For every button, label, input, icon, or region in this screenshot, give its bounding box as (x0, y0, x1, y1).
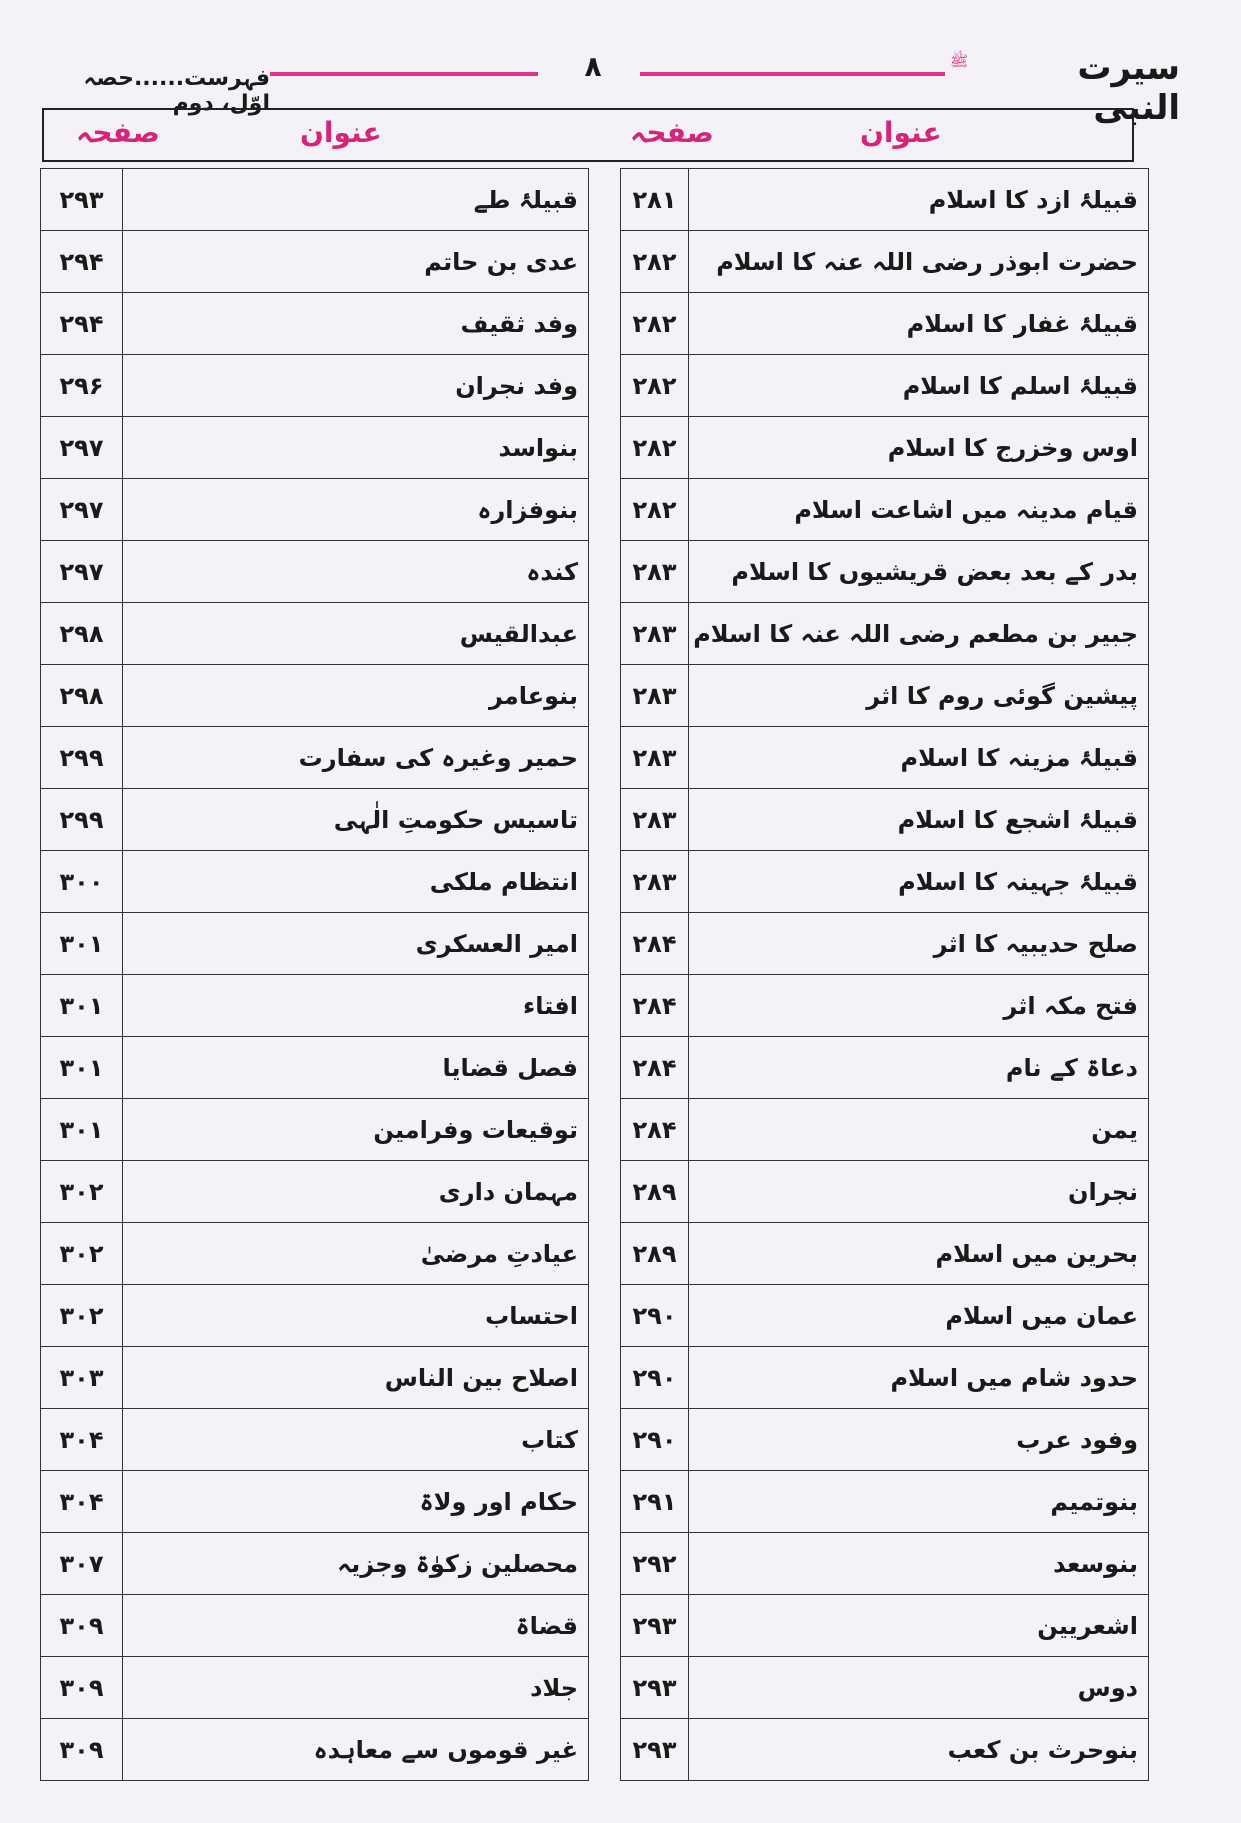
contents-row (621, 417, 1149, 479)
entry-page-number: ۳۰۱ (41, 1099, 123, 1161)
entry-title: نجران (689, 1161, 1149, 1223)
right-title-header: عنوان (860, 116, 942, 149)
entry-page-number: ۲۸۴ (621, 1099, 689, 1161)
contents-row (621, 541, 1149, 603)
contents-row (621, 1657, 1149, 1719)
entry-title: قبیلۂ مزینہ کا اسلام (689, 727, 1149, 789)
entry-page-number: ۲۹۳ (621, 1719, 689, 1781)
entry-title: عمان میں اسلام (689, 1285, 1149, 1347)
entry-page-number: ۲۸۲ (621, 293, 689, 355)
entry-title: قبیلۂ طے (123, 169, 589, 231)
entry-page-number: ۳۰۱ (41, 975, 123, 1037)
entry-page-number: ۲۹۰ (621, 1409, 689, 1471)
entry-title: افتاء (123, 975, 589, 1037)
contents-row (41, 479, 589, 541)
contents-row (41, 913, 589, 975)
book-title: سیرت النبی (1077, 48, 1180, 128)
contents-row (621, 1285, 1149, 1347)
entry-title: حکام اور ولاۃ (123, 1471, 589, 1533)
header-rule-left (270, 72, 538, 76)
entry-page-number: ۲۹۷ (41, 541, 123, 603)
entry-page-number: ۲۹۷ (41, 479, 123, 541)
entry-title: عبدالقیس (123, 603, 589, 665)
section-label: فہرست......حصہ اوّل، دوم (83, 66, 270, 116)
entry-page-number: ۲۹۸ (41, 603, 123, 665)
contents-row (41, 1595, 589, 1657)
contents-row (41, 1037, 589, 1099)
entry-title: جلاد (123, 1657, 589, 1719)
entry-title: انتظام ملکی (123, 851, 589, 913)
contents-row (621, 603, 1149, 665)
contents-row (41, 541, 589, 603)
entry-title: احتساب (123, 1285, 589, 1347)
entry-page-number: ۲۸۲ (621, 479, 689, 541)
entry-page-number: ۳۰۲ (41, 1161, 123, 1223)
contents-row (621, 1533, 1149, 1595)
entry-page-number: ۲۸۲ (621, 231, 689, 293)
contents-row (41, 417, 589, 479)
contents-row (621, 1223, 1149, 1285)
contents-row (621, 1161, 1149, 1223)
entry-page-number: ۲۹۲ (621, 1533, 689, 1595)
contents-row (621, 1595, 1149, 1657)
contents-row (41, 1161, 589, 1223)
entry-page-number: ۳۰۷ (41, 1533, 123, 1595)
entry-title: امیر العسکری (123, 913, 589, 975)
contents-row (41, 231, 589, 293)
entry-page-number: ۲۸۴ (621, 975, 689, 1037)
contents-row (621, 1099, 1149, 1161)
entry-page-number: ۲۸۳ (621, 789, 689, 851)
entry-page-number: ۲۸۳ (621, 727, 689, 789)
contents-row (41, 975, 589, 1037)
entry-title: اصلاح بین الناس (123, 1347, 589, 1409)
entry-title: بنوسعد (689, 1533, 1149, 1595)
entry-page-number: ۲۹۹ (41, 727, 123, 789)
contents-row (41, 1285, 589, 1347)
entry-title: حدود شام میں اسلام (689, 1347, 1149, 1409)
contents-table-right (620, 168, 1149, 1781)
entry-title: دعاۃ کے نام (689, 1037, 1149, 1099)
honorific-mark: ﷺ (950, 52, 969, 70)
entry-title: تاسیس حکومتِ الٰہی (123, 789, 589, 851)
entry-title: قبیلۂ اسلم کا اسلام (689, 355, 1149, 417)
contents-row (41, 1657, 589, 1719)
entry-page-number: ۳۰۹ (41, 1657, 123, 1719)
entry-page-number: ۲۹۳ (621, 1657, 689, 1719)
contents-row (621, 1471, 1149, 1533)
contents-row (621, 913, 1149, 975)
contents-row (621, 1719, 1149, 1781)
entry-page-number: ۳۰۴ (41, 1409, 123, 1471)
entry-page-number: ۲۸۹ (621, 1161, 689, 1223)
entry-page-number: ۲۹۰ (621, 1285, 689, 1347)
contents-row (621, 355, 1149, 417)
entry-title: بنوفزارہ (123, 479, 589, 541)
entry-page-number: ۳۰۳ (41, 1347, 123, 1409)
entry-page-number: ۲۹۳ (621, 1595, 689, 1657)
entry-page-number: ۳۰۲ (41, 1223, 123, 1285)
entry-title: یمن (689, 1099, 1149, 1161)
entry-title: دوس (689, 1657, 1149, 1719)
entry-page-number: ۲۸۴ (621, 913, 689, 975)
contents-row (41, 1347, 589, 1409)
entry-page-number: ۲۸۴ (621, 1037, 689, 1099)
entry-title: صلح حدیبیہ کا اثر (689, 913, 1149, 975)
entry-page-number: ۲۸۲ (621, 355, 689, 417)
entry-title: وفود عرب (689, 1409, 1149, 1471)
contents-row (41, 293, 589, 355)
entry-title: بنوتمیم (689, 1471, 1149, 1533)
right-page-header: صفحہ (630, 116, 714, 149)
header-rule-right (640, 72, 945, 76)
entry-page-number: ۲۸۳ (621, 603, 689, 665)
entry-title: حضرت ابوذر رضی اللہ عنہ کا اسلام (689, 231, 1149, 293)
contents-row (621, 479, 1149, 541)
left-title-header: عنوان (300, 116, 382, 149)
entry-title: توقیعات وفرامین (123, 1099, 589, 1161)
contents-row (41, 851, 589, 913)
entry-title: کتاب (123, 1409, 589, 1471)
entry-page-number: ۳۰۲ (41, 1285, 123, 1347)
contents-row (621, 169, 1149, 231)
entry-title: غیر قوموں سے معاہدہ (123, 1719, 589, 1781)
entry-title: قبیلۂ غفار کا اسلام (689, 293, 1149, 355)
entry-title: عدی بن حاتم (123, 231, 589, 293)
entry-page-number: ۳۰۹ (41, 1595, 123, 1657)
entry-page-number: ۳۰۹ (41, 1719, 123, 1781)
entry-page-number: ۲۹۷ (41, 417, 123, 479)
entry-page-number: ۲۸۱ (621, 169, 689, 231)
contents-row (41, 727, 589, 789)
entry-title: پیشین گوئی روم کا اثر (689, 665, 1149, 727)
contents-row (41, 1471, 589, 1533)
entry-page-number: ۳۰۱ (41, 1037, 123, 1099)
entry-page-number: ۲۸۳ (621, 541, 689, 603)
entry-title: قبیلۂ جہینہ کا اسلام (689, 851, 1149, 913)
entry-title: حمیر وغیرہ کی سفارت (123, 727, 589, 789)
entry-title: محصلین زکوٰۃ وجزیہ (123, 1533, 589, 1595)
contents-row (41, 1223, 589, 1285)
contents-row (621, 789, 1149, 851)
entry-page-number: ۲۸۳ (621, 851, 689, 913)
contents-row (41, 1533, 589, 1595)
contents-row (41, 1099, 589, 1161)
contents-row (621, 975, 1149, 1037)
entry-title: بنوعامر (123, 665, 589, 727)
entry-page-number: ۲۹۴ (41, 231, 123, 293)
entry-page-number: ۲۹۳ (41, 169, 123, 231)
entry-page-number: ۲۸۹ (621, 1223, 689, 1285)
entry-title: کندہ (123, 541, 589, 603)
entry-page-number: ۳۰۱ (41, 913, 123, 975)
entry-title: قیام مدینہ میں اشاعت اسلام (689, 479, 1149, 541)
entry-title: بنواسد (123, 417, 589, 479)
entry-title: عیادتِ مرضیٰ (123, 1223, 589, 1285)
page-number: ۸ (584, 50, 602, 83)
entry-title: اشعریین (689, 1595, 1149, 1657)
entry-page-number: ۳۰۰ (41, 851, 123, 913)
contents-row (41, 169, 589, 231)
contents-row (621, 1409, 1149, 1471)
entry-page-number: ۲۹۸ (41, 665, 123, 727)
entry-title: بدر کے بعد بعض قریشیوں کا اسلام (689, 541, 1149, 603)
entry-page-number: ۲۹۴ (41, 293, 123, 355)
contents-row (41, 603, 589, 665)
entry-page-number: ۲۸۲ (621, 417, 689, 479)
contents-row (41, 1719, 589, 1781)
contents-row (621, 1347, 1149, 1409)
entry-title: فتح مکہ اثر (689, 975, 1149, 1037)
entry-title: مہمان داری (123, 1161, 589, 1223)
entry-title: اوس وخزرج کا اسلام (689, 417, 1149, 479)
entry-title: فصل قضایا (123, 1037, 589, 1099)
column-header-box (42, 108, 1134, 162)
contents-row (41, 355, 589, 417)
contents-row (41, 789, 589, 851)
entry-page-number: ۲۹۱ (621, 1471, 689, 1533)
entry-page-number: ۳۰۴ (41, 1471, 123, 1533)
contents-row (621, 665, 1149, 727)
entry-page-number: ۲۹۶ (41, 355, 123, 417)
entry-title: وفد نجران (123, 355, 589, 417)
entry-title: قبیلۂ ازد کا اسلام (689, 169, 1149, 231)
contents-table-left (40, 168, 589, 1781)
contents-row (621, 1037, 1149, 1099)
contents-row (41, 665, 589, 727)
entry-page-number: ۲۹۹ (41, 789, 123, 851)
contents-row (621, 293, 1149, 355)
entry-title: بنوحرث بن کعب (689, 1719, 1149, 1781)
contents-row (621, 851, 1149, 913)
entry-title: قبیلۂ اشجع کا اسلام (689, 789, 1149, 851)
contents-row (41, 1409, 589, 1471)
contents-row (621, 727, 1149, 789)
entry-page-number: ۲۹۰ (621, 1347, 689, 1409)
entry-title: وفد ثقیف (123, 293, 589, 355)
entry-title: جبیر بن مطعم رضی اللہ عنہ کا اسلام (689, 603, 1149, 665)
entry-title: قضاۃ (123, 1595, 589, 1657)
entry-page-number: ۲۸۳ (621, 665, 689, 727)
entry-title: بحرین میں اسلام (689, 1223, 1149, 1285)
contents-row (621, 231, 1149, 293)
left-page-header: صفحہ (76, 116, 160, 149)
